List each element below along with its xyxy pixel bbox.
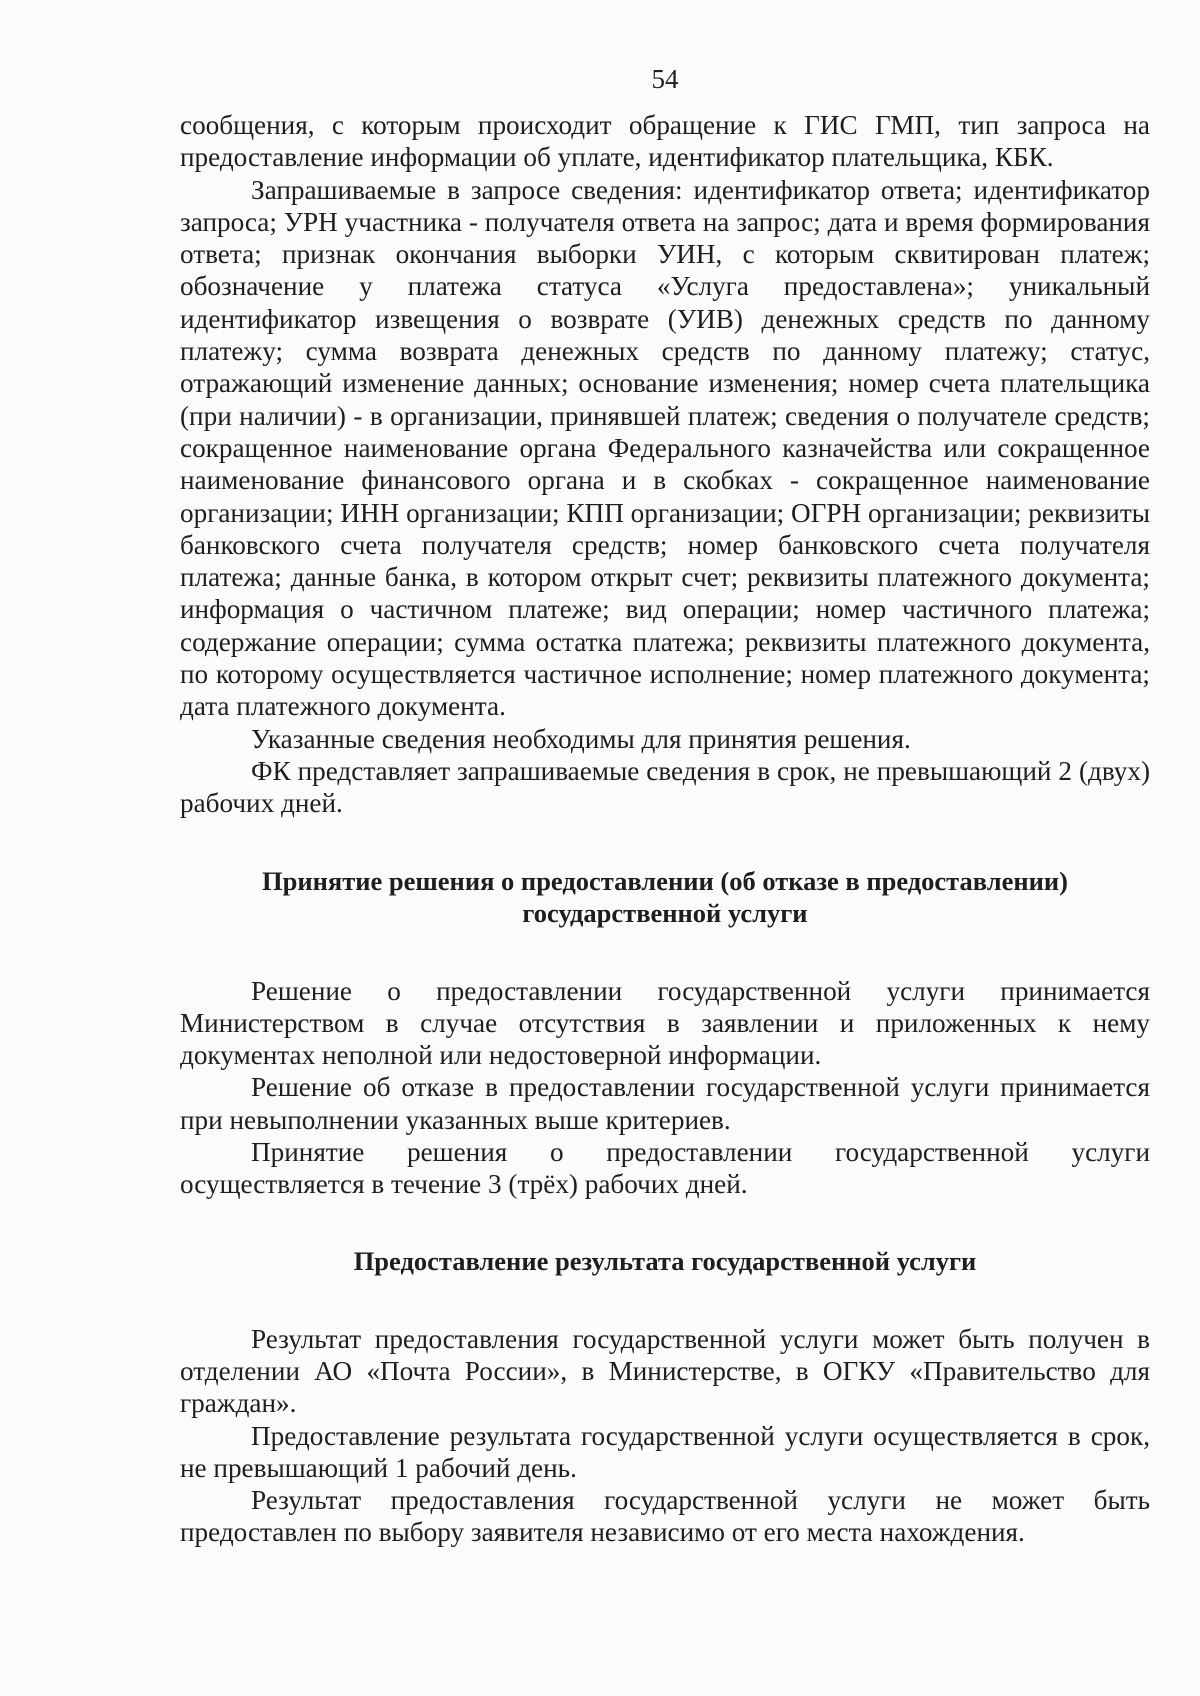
paragraph: Предоставление результата государственной услуги осуществляется в срок, не превышающий 1 рабочий день. <box>180 1420 1150 1483</box>
paragraph: сообщения, с которым происходит обращение к ГИС ГМП, тип запроса на предоставление информации об уплате, идентификатор плательщика, КБК. <box>180 110 1150 173</box>
document-body <box>180 109 1150 1549</box>
section-heading-decision: Принятие решения о предоставлении (об отказе в предоставлении) государственной услуги <box>262 865 1068 928</box>
paragraph: Принятие решения о предоставлении государственной услуги осуществляется в течение 3 (трёх) рабочих дней. <box>180 1137 1150 1200</box>
paragraph: Решение об отказе в предоставлении государственной услуги принимается при невыполнении указанных выше критериев. <box>180 1072 1150 1135</box>
paragraph: Запрашиваемые в запросе сведения: идентификатор ответа; идентификатор запроса; УРН участника - получателя ответа на запрос; дата и время формирования ответа; признак окончания выборки УИН, с которым сквитирован платеж; обозначение у платежа статуса «Услуга предоставлена»; уникальный идентификатор извещения о возврате (УИВ) денежных средств по данному платежу; сумма возврата денежных средств по данному платежу; статус, отражающий изменение данных; основание изменения; номер счета плательщика (при наличии) - в организации, принявшей платеж; сведения о получателе средств; сокращенное наименование органа Федерального казначейства или сокращенное наименование финансового органа и в скобках - сокращенное наименование организации; ИНН организации; КПП организации; ОГРН организации; реквизиты банковского счета получателя средств; номер банковского счета получателя платежа; данные банка, в котором открыт счет; реквизиты платежного документа; информация о частичном платеже; вид операции; номер частичного платежа; содержание операции; сумма остатка платежа; реквизиты платежного документа, по которому осуществляется частичное исполнение; номер платежного документа; дата платежного документа. <box>180 174 1150 722</box>
paragraph: Решение о предоставлении государственной услуги принимается Министерством в случае отсутствия в заявлении и приложенных к нему документах неполной или недостоверной информации. <box>180 975 1150 1071</box>
page-number: 54 <box>651 64 679 94</box>
section-heading-result: Предоставление результата государственной услуги <box>353 1245 977 1276</box>
paragraph: Результат предоставления государственной услуги не может быть предоставлен по выбору заявителя независимо от его места нахождения. <box>180 1485 1150 1548</box>
paragraph: Результат предоставления государственной услуги может быть получен в отделении АО «Почта России», в Министерстве, в ОГКУ «Правительство для граждан». <box>180 1323 1150 1419</box>
paragraph: ФК представляет запрашиваемые сведения в срок, не превышающий 2 (двух) рабочих дней. <box>180 755 1150 819</box>
paragraph: Указанные сведения необходимы для принятия решения. <box>251 723 911 754</box>
